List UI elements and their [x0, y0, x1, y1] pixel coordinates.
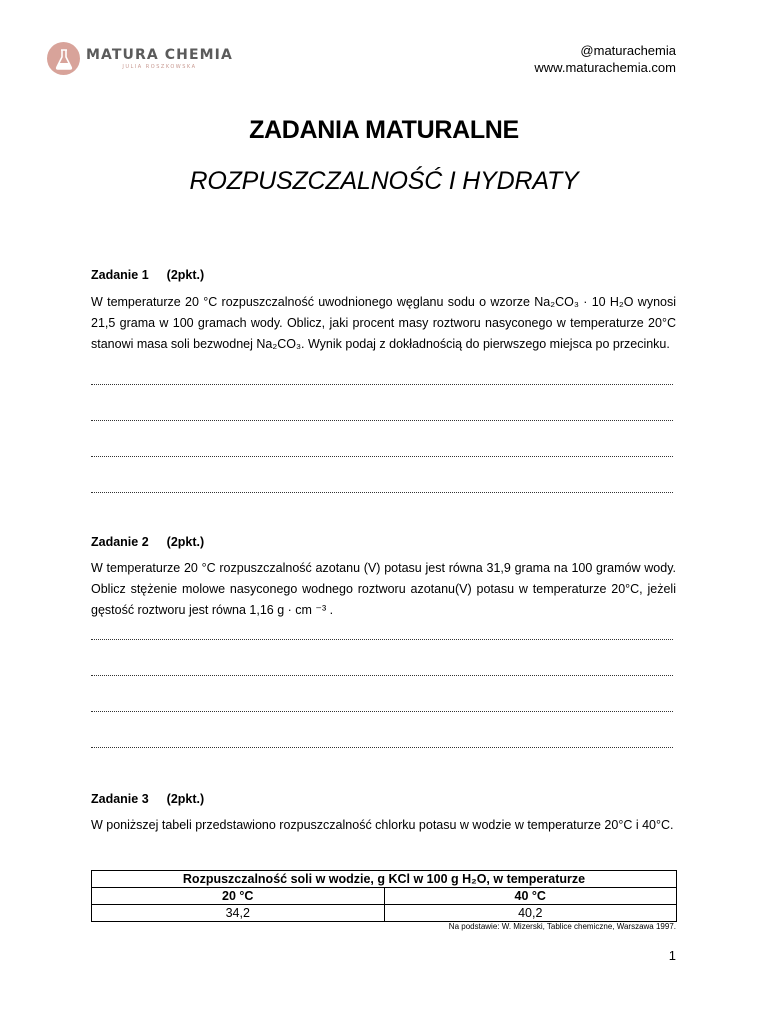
task-3-text: W poniższej tabeli przedstawiono rozpuszczalność chlorku potasu w wodzie w temperaturze 20°C i 40°C. [91, 818, 674, 832]
answer-line[interactable] [91, 746, 673, 748]
page-subtitle: ROZPUSZCZALNOŚĆ I HYDRATY [189, 167, 579, 195]
logo-title: MATURA CHEMIA [86, 47, 233, 63]
table-column-header: 20 °C [92, 888, 385, 905]
logo [47, 42, 233, 75]
contact-info [534, 42, 676, 76]
task-3-label: Zadanie 3 [91, 792, 149, 806]
task-1-points: (2pkt.) [166, 268, 205, 282]
website-link[interactable]: www.maturachemia.com [534, 60, 676, 75]
page-number: 1 [668, 948, 676, 963]
logo-subtitle: JULIA ROSZKOWSKA [122, 64, 197, 70]
answer-line[interactable] [91, 491, 673, 493]
social-handle: @maturachemia [580, 43, 676, 58]
solubility-table [91, 870, 677, 922]
task-2-points: (2pkt.) [166, 535, 205, 549]
answer-line[interactable] [91, 455, 673, 457]
table-column-header: 40 °C [384, 888, 677, 905]
answer-line[interactable] [91, 674, 673, 676]
answer-line[interactable] [91, 383, 673, 385]
task-3-header [91, 792, 204, 806]
task-1-text: W temperaturze 20 °C rozpuszczalność uwodnionego węglanu sodu o wzorze Na₂CO₃ · 10 H₂O wynosi 21,5 grama w 100 gramach wody. Oblicz, jaki procent masy roztworu nasyconego w temperaturze 20°C stanowi masa soli bezwodnej Na₂CO₃. Wynik podaj z dokładnością do pierwszego miejsca po przecinku. [91, 295, 676, 351]
task-1-header [91, 268, 204, 282]
table-cell: 34,2 [92, 905, 385, 922]
task-2-text: W temperaturze 20 °C rozpuszczalność azotanu (V) potasu jest równa 31,9 grama na 100 gramów wody. Oblicz stężenie molowe nasyconego wodnego roztworu azotanu(V) potasu w temperaturze 20°C, jeżeli gęstość roztworu jest równa 1,16 g · cm ⁻³ . [91, 561, 676, 617]
answer-line[interactable] [91, 419, 673, 421]
flask-icon [47, 42, 80, 75]
task-2-label: Zadanie 2 [91, 535, 149, 549]
answer-line[interactable] [91, 638, 673, 640]
answer-line[interactable] [91, 710, 673, 712]
task-1-label: Zadanie 1 [91, 268, 149, 282]
page-title: ZADANIA MATURALNE [249, 116, 519, 144]
source-note: Na podstawie: W. Mizerski, Tablice chemiczne, Warszawa 1997. [448, 922, 676, 931]
table-cell: 40,2 [384, 905, 677, 922]
table-header: Rozpuszczalność soli w wodzie, g KCl w 100 g H₂O, w temperaturze [92, 871, 677, 888]
task-3-points: (2pkt.) [166, 792, 205, 806]
table-row [92, 905, 677, 922]
task-2-header [91, 535, 204, 549]
